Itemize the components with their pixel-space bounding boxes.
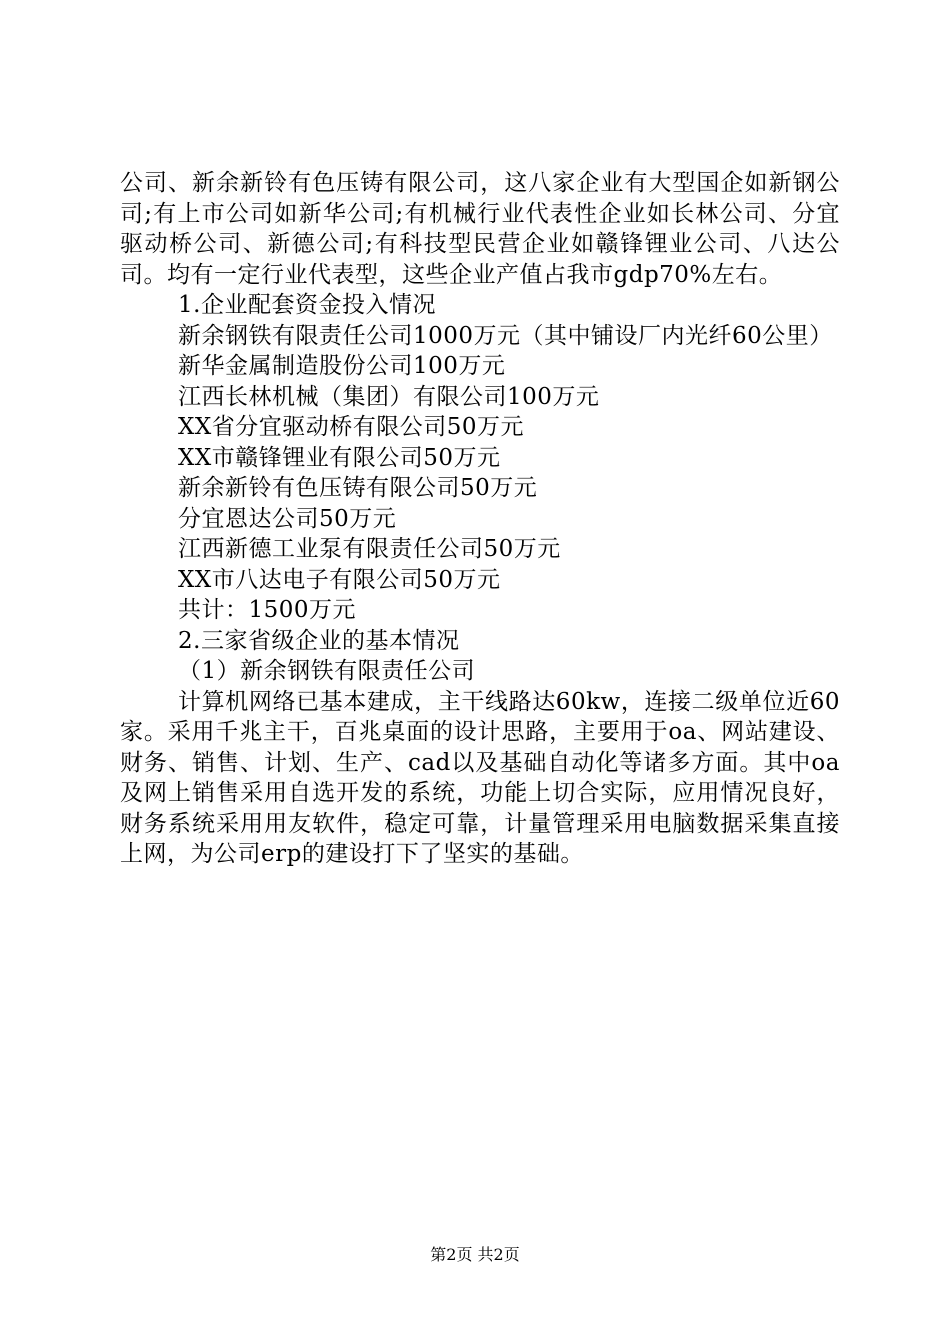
investment-item: 新华金属制造股份公司100万元 [178,353,506,379]
investment-item: XX市赣锋锂业有限公司50万元 [178,444,501,471]
investment-item: 新余新铃有色压铸有限公司50万元 [178,475,538,501]
section-heading-2: 2.三家省级企业的基本情况 [178,627,460,654]
investment-item: XX省分宜驱动桥有限公司50万元 [178,414,525,440]
page-footer: 第2页 共2页 [430,1245,520,1264]
investment-item: 江西新德工业泵有限责任公司50万元 [178,536,561,562]
investment-item: XX市八达电子有限公司50万元 [178,566,501,593]
investment-item: 江西长林机械（集团）有限公司100万元 [178,383,600,410]
section-heading-1: 1.企业配套资金投入情况 [178,292,436,318]
body-paragraph: 计算机网络已基本建成，主干线路达60kw，连接二级单位近60家。采用千兆主干，百兆桌面的设计思路，主要用于oa、网站建设、财务、销售、计划、生产、cad以及基础自动化等诸多方面。其中oa及网上销售采用自选开发的系统，功能上切合实际，应用情况良好，财务系统采用用友软件，稳定可靠，计量管理采用电脑数据采集直接上网，为公司erp的建设打下了坚实的基础。 [120,688,840,867]
document-body [120,168,840,870]
intro-paragraph: 公司、新余新铃有色压铸有限公司，这八家企业有大型国企如新钢公司;有上市公司如新华公司;有机械行业代表性企业如长林公司、分宜驱动桥公司、新德公司;有科技型民营企业如赣锋锂业公司、八达公司。均有一定行业代表型，这些企业产值占我市gdp70%左右。 [120,170,840,288]
investment-total: 共计：1500万元 [178,597,357,623]
subsection-heading: （1）新余钢铁有限责任公司 [178,658,476,684]
investment-item-xinyu-steel: 新余钢铁有限责任公司1000万元（其中铺设厂内光纤60公里） [178,322,833,349]
investment-item: 分宜恩达公司50万元 [178,505,397,532]
